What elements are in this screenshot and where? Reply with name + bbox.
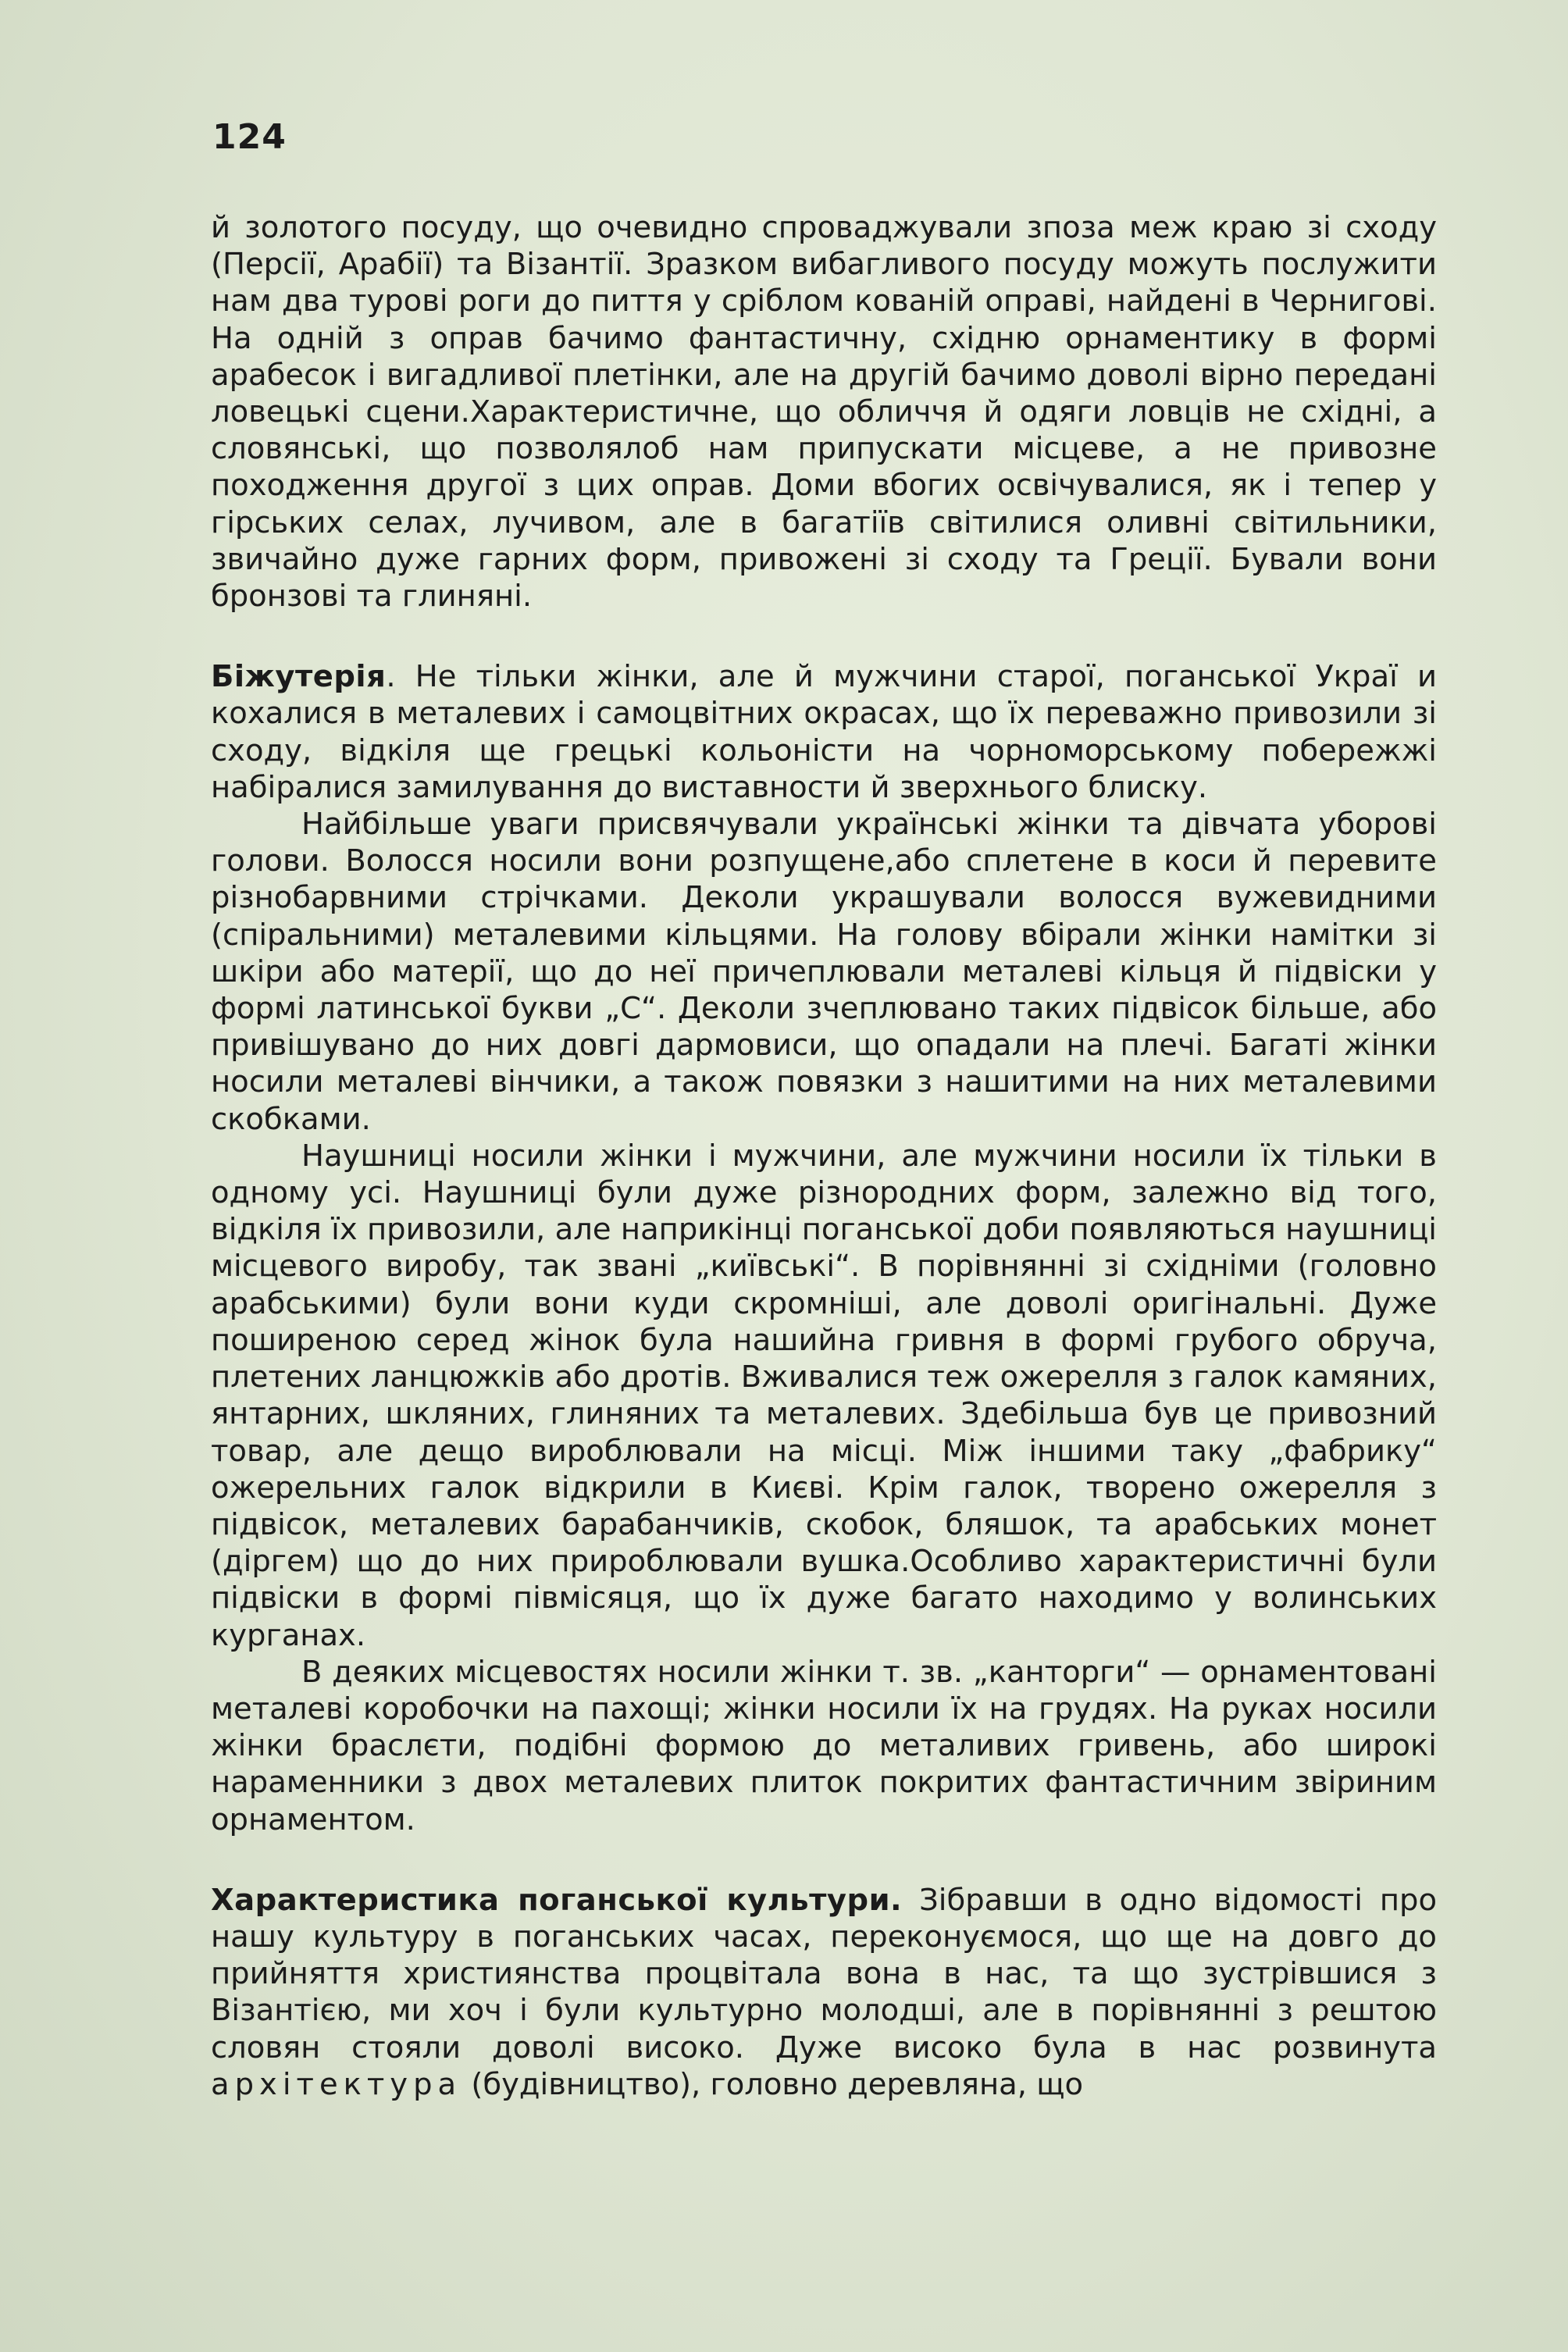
paragraph-jewelry-text: . Не тільки жінки, але й мужчини старої, поганської Украї и кохалися в металевих і самоцвітних окрасах, що їх переважно привозили зі сходу, відкіля ще грецькі кольоністи на чорноморському побережжі набіралися замилування до виставности й зверхнього блиску. bbox=[211, 659, 1437, 805]
section-heading-culture: Характеристика поганської культури. bbox=[211, 1882, 903, 1918]
section-heading-jewelry: Біжутерія bbox=[211, 659, 387, 695]
spaced-term-architecture: архітектура bbox=[211, 2066, 462, 2102]
paragraph-head-adornment: Найбільше уваги присвячували українські жінки та дівчата уборові голови. Волосся носили вони розпущене,або сплетене в коси й перевите різнобарвними стрічками. Деколи украшували волосся вужевидними (спіральними) металевими кільцями. На голову вбірали жінки намітки зі шкіри або матерії, що до неї причеплювали металеві кільця й підвіски у формі латинської букви „C“. Деколи зчеплювано таких підвісок більше, або привішувано до них довгі дармовиси, що опадали на плечі. Багаті жінки носили металеві вінчики, а також повязки з нашитими на них металевими скобками. bbox=[211, 807, 1437, 1137]
paragraph-kantorhy: В деяких місцевостях носили жінки т. зв. „канторги“ — орнаментовані металеві коробочки на пахощі; жінки носили їх на грудях. На руках носили жінки браслєти, подібні формою до металивих гривень, або широкі нараменники з двох металевих плиток покритих фантастичним звіриним орнаментом. bbox=[211, 1654, 1437, 1837]
paragraph-culture-text-b: (будівництво), головно деревляна, що bbox=[461, 2066, 1084, 2102]
paragraph-vessels: й золотого посуду, що очевидно спроваджували зпоза меж краю зі сходу (Персії, Арабії) та Візантії. Зразком вибагливого посуду можуть послужити нам два турові роги до пиття у сріблом кованій оправі, найдені в Чернигові. На одній з оправ бачимо фантастичну, східню орнаментику в формі арабесок і вигадливої плетінки, але на другій бачимо доволі вірно передані ловецькі сцени.Характеристичне, що обличчя й одяги ловців не східні, а словянські, що позволялоб нам припускати місцеве, а не привозне походження другої з цих оправ. Доми вбогих освічувалися, як і тепер у гірських селах, лучивом, але в багатіїв світилися оливні світильники, звичайно дуже гарних форм, привожені зі сходу та Греції. Бували вони бронзові та глиняні. bbox=[211, 210, 1437, 615]
body-text bbox=[211, 209, 1437, 2103]
paragraph-jewelry bbox=[211, 658, 1437, 806]
paragraph-culture-text-a: Зібравши в одно відомості про нашу культуру в поганських часах, переконуємося, що ще на довго до прийняття християнства процвітала вона в нас, та що зустрівшися з Візантією, ми хоч і були культурно молодші, але в порівнянні з рештою словян стояли доволі високо. Дуже високо була в нас розвинута bbox=[211, 1882, 1437, 2065]
paragraph-earrings: Наушниці носили жінки і мужчини, але мужчини носили їх тільки в одному усі. Наушниці були дуже різнородних форм, залежно від того, відкіля їх привозили, але наприкінці поганської доби появляються наушниці місцевого виробу, так звані „київські“. В порівнянні зі східніми (головно арабськими) були вони куди скромніші, але доволі оригінальні. Дуже поширеною серед жінок була нашийна гривня в формі грубого обруча, плетених ланцюжків або дротів. Вживалися теж ожерелля з галок камяних, янтарних, шкляних, глиняних та металевих. Здебільша був це привозний товар, але дещо виробл⁠ювали на місці. Між іншими таку „фабрику“ ожерельних галок відкрили в Києві. Крім галок, творено ожерелля з підвісок, металевих барабанчиків, скобок, бляшок, та арабських монет (діргем) що до них приробл⁠ювали вушка.Особливо характеристичні були підвіски в формі півмісяця, що їх дуже багато находимо у волинських курганах. bbox=[211, 1138, 1437, 1653]
paragraph-culture-characteristics bbox=[211, 1882, 1437, 2103]
page-number: 124 bbox=[212, 117, 287, 157]
